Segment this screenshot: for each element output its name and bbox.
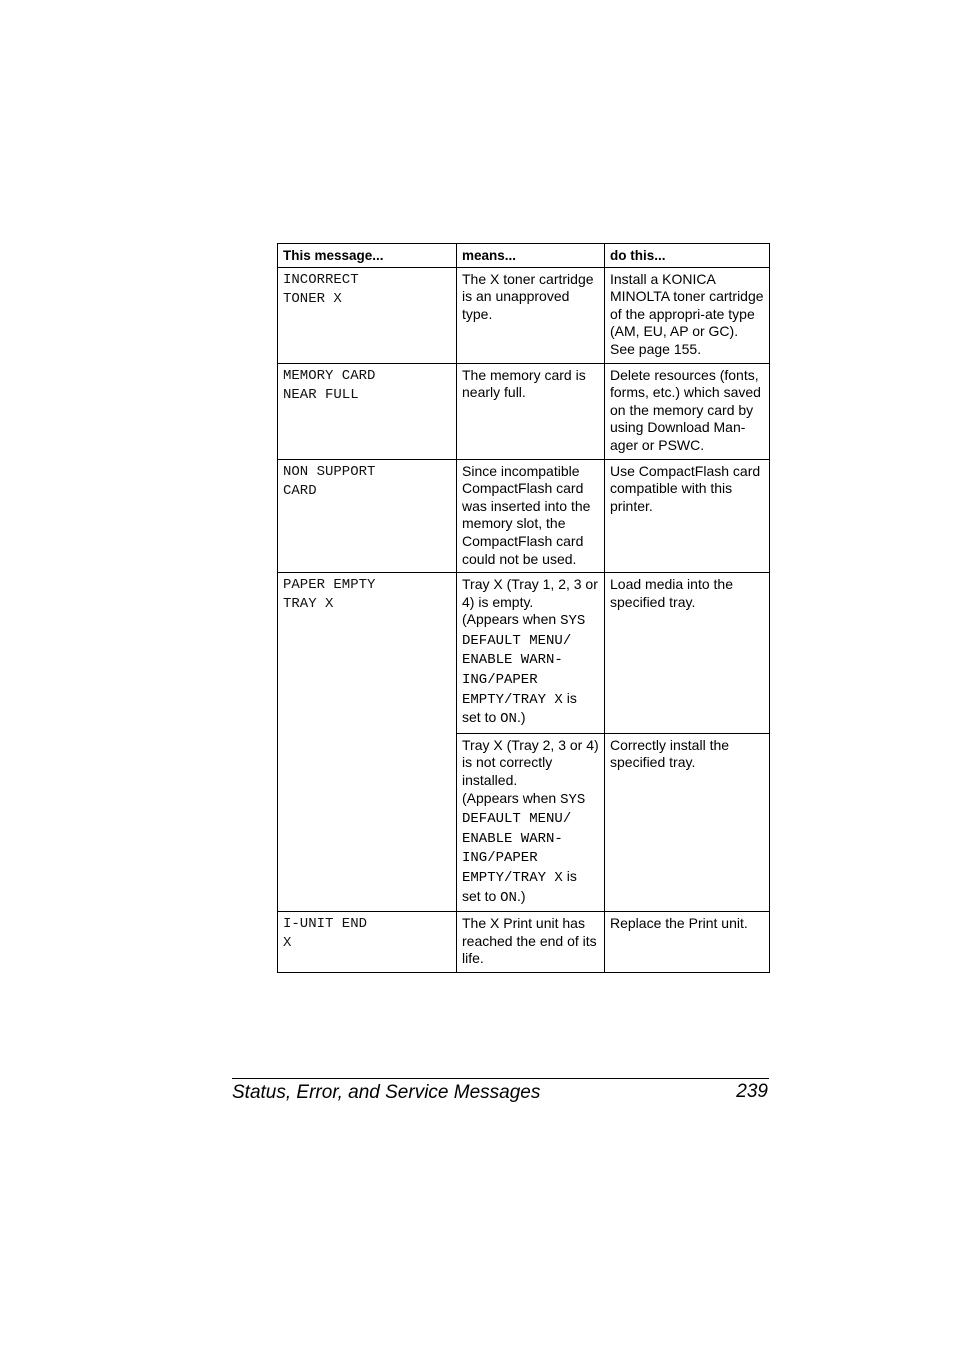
message-line: TONER X bbox=[283, 290, 342, 307]
message-line: PAPER EMPTY bbox=[283, 577, 376, 594]
means-appears: (Appears when bbox=[462, 789, 561, 806]
setting-value: ON bbox=[500, 711, 517, 728]
action-cell: Use CompactFlash card compatible with this printer. bbox=[605, 459, 770, 573]
means-is: is bbox=[562, 868, 577, 884]
table-row bbox=[278, 363, 770, 459]
means-cell bbox=[457, 573, 605, 734]
means-cell bbox=[457, 733, 605, 911]
menu-path: SYS bbox=[560, 613, 586, 630]
menu-path: DEFAULT MENU/ bbox=[462, 632, 572, 649]
message-line: INCORRECT bbox=[283, 271, 359, 288]
means-cell: Since incompatible CompactFlash card was inserted into the memory slot, the CompactFlash card could not be used. bbox=[457, 459, 605, 573]
means-set-to: set to bbox=[462, 887, 501, 904]
message-cell bbox=[278, 459, 457, 573]
table-row bbox=[278, 573, 770, 734]
menu-path: ING/PAPER bbox=[462, 850, 538, 867]
action-cell: Correctly install the specified tray. bbox=[605, 733, 770, 911]
means-cell: The X toner cartridge is an unapproved type. bbox=[457, 267, 605, 363]
page-number: 239 bbox=[736, 1081, 768, 1102]
setting-value: ON bbox=[500, 889, 517, 906]
means-is: is bbox=[562, 689, 577, 706]
table-row bbox=[278, 459, 770, 573]
footer-divider bbox=[232, 1078, 769, 1079]
table-header-row bbox=[278, 244, 770, 268]
message-line: I-UNIT END bbox=[283, 916, 368, 933]
means-text: Tray X (Tray 2, 3 or 4) is not correctly installed. bbox=[462, 736, 599, 789]
footer-section-title: Status, Error, and Service Messages bbox=[232, 1082, 541, 1103]
means-cell: The memory card is nearly full. bbox=[457, 363, 605, 459]
menu-path: ING/PAPER bbox=[462, 672, 538, 689]
message-line: NEAR FULL bbox=[283, 386, 359, 403]
message-line: TRAY X bbox=[283, 596, 334, 613]
action-cell: Delete resources (fonts, forms, etc.) which saved on the memory card by using Download Man-ager or PSWC. bbox=[605, 363, 770, 459]
message-line: CARD bbox=[283, 482, 317, 499]
message-cell bbox=[278, 363, 457, 459]
menu-path: EMPTY/TRAY X bbox=[462, 691, 563, 708]
table-row bbox=[278, 912, 770, 973]
message-line: X bbox=[283, 935, 292, 952]
header-do-this: do this... bbox=[605, 244, 770, 268]
means-set-to: set to bbox=[462, 709, 501, 726]
menu-path: ENABLE WARN- bbox=[462, 652, 563, 669]
message-table bbox=[277, 243, 770, 973]
table-row bbox=[278, 267, 770, 363]
means-close: .) bbox=[516, 887, 526, 904]
action-cell: Replace the Print unit. bbox=[605, 912, 770, 973]
message-line: MEMORY CARD bbox=[283, 367, 376, 384]
header-means: means... bbox=[457, 244, 605, 268]
means-appears: (Appears when bbox=[462, 611, 561, 628]
message-cell bbox=[278, 912, 457, 973]
menu-path: DEFAULT MENU/ bbox=[462, 811, 572, 828]
menu-path: ENABLE WARN- bbox=[462, 830, 563, 847]
message-line: NON SUPPORT bbox=[283, 463, 376, 480]
message-cell bbox=[278, 573, 457, 912]
means-text: Tray X (Tray 1, 2, 3 or 4) is empty. bbox=[462, 576, 598, 610]
menu-path: EMPTY/TRAY X bbox=[462, 870, 563, 886]
action-cell: Load media into the specified tray. bbox=[605, 573, 770, 734]
header-message: This message... bbox=[278, 244, 457, 268]
message-cell bbox=[278, 267, 457, 363]
action-cell: Install a KONICA MINOLTA toner cartridge of the appropri-ate type (AM, EU, AP or GC). See page 155. bbox=[605, 267, 770, 363]
menu-path: SYS bbox=[560, 791, 586, 808]
means-close: .) bbox=[516, 709, 526, 726]
means-cell: The X Print unit has reached the end of its life. bbox=[457, 912, 605, 973]
